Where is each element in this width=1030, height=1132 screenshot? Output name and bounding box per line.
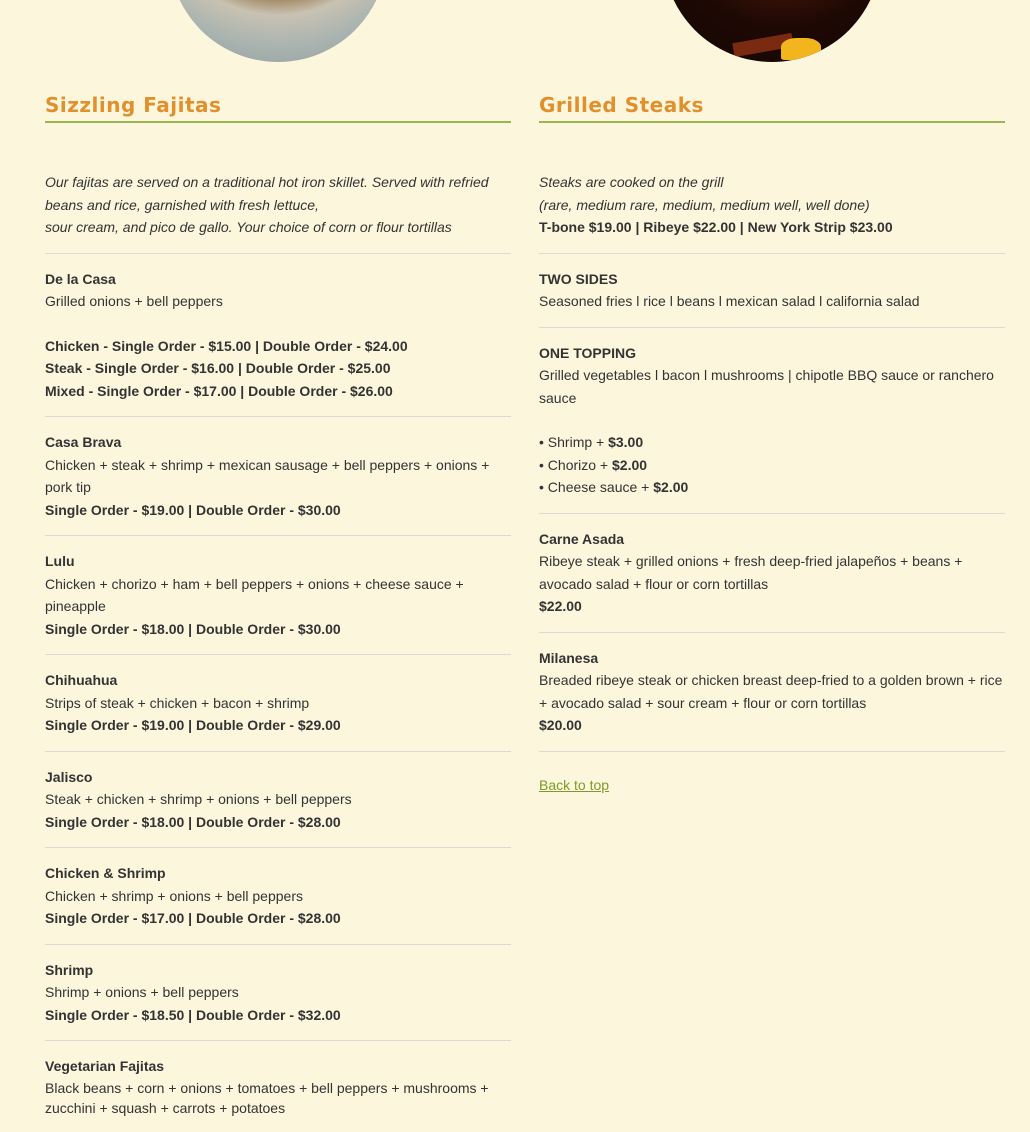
addon-label: • Chorizo +: [539, 456, 612, 473]
menu-item-lulu: [45, 550, 511, 655]
two-sides-section: [539, 268, 1005, 328]
item-name: De la Casa: [45, 270, 116, 287]
item-price: Single Order - $19.00 | Double Order - $30.00: [45, 501, 341, 518]
item-description: Black beans + corn + onions + tomatoes + bell peppers + mushrooms + zucchini + squash + carrots + potatoes: [45, 1079, 489, 1116]
section-name: ONE TOPPING: [539, 344, 636, 361]
menu-item-casa-brava: [45, 431, 511, 536]
addon-price: $2.00: [612, 456, 648, 473]
item-name: Casa Brava: [45, 434, 122, 450]
section-description: Grilled vegetables l bacon l mushrooms | chipotle BBQ sauce or ranchero sauce: [539, 367, 994, 406]
back-to-top-link[interactable]: Back to top: [539, 776, 610, 793]
item-price: Single Order - $18.50 | Double Order - $32.00: [45, 1006, 341, 1023]
item-price: Single Order - $17.00 | Double Order - $28.00: [45, 910, 341, 926]
item-description: Chicken + steak + shrimp + mexican sausage + bell peppers + onions + pork tip: [45, 456, 490, 495]
fajitas-heading: Sizzling Fajitas: [45, 93, 511, 123]
item-description: Ribeye steak + grilled onions + fresh deep-fried jalapeños + beans + avocado salad + flour or corn tortillas: [539, 553, 963, 592]
menu-item-chihuahua: [45, 669, 511, 752]
intro-line: (rare, medium rare, medium, medium well, well done): [539, 196, 870, 213]
item-name: Carne Asada: [539, 530, 625, 547]
addon-line: [539, 431, 1005, 454]
item-description: Chicken + shrimp + onions + bell peppers: [45, 887, 303, 904]
intro-line: Steaks are cooked on the grill: [539, 174, 724, 190]
item-price: Single Order - $18.00 | Double Order - $30.00: [45, 620, 341, 637]
section-name: TWO SIDES: [539, 270, 618, 287]
addon-label: • Cheese sauce +: [539, 479, 654, 495]
item-description: Strips of steak + chicken + bacon + shrimp: [45, 694, 310, 711]
addon-label: • Shrimp +: [539, 434, 609, 450]
item-price: Single Order - $19.00 | Double Order - $29.00: [45, 717, 341, 733]
intro-line: Our fajitas are served on a traditional hot iron skillet. Served with refried beans and rice, garnished with fresh lettuce,: [45, 174, 489, 213]
item-name: Lulu: [45, 553, 75, 569]
item-name: Jalisco: [45, 768, 93, 785]
fajitas-body: [45, 171, 511, 1118]
menu-item-chicken-shrimp: [45, 862, 511, 945]
steaks-body: [539, 171, 1005, 796]
item-description: Shrimp + onions + bell peppers: [45, 984, 239, 1000]
menu-item-shrimp: [45, 959, 511, 1042]
steaks-heading: Grilled Steaks: [539, 93, 1005, 123]
addon-price: $3.00: [608, 434, 644, 450]
one-topping-section: [539, 342, 1005, 514]
item-description: Grilled onions + bell peppers: [45, 293, 223, 309]
item-price: $22.00: [539, 598, 582, 614]
item-name: Vegetarian Fajitas: [45, 1058, 165, 1074]
fajitas-photo: [169, 0, 387, 62]
menu-item-vegetarian-fajitas: [45, 1055, 511, 1118]
item-price: Mixed - Single Order - $17.00 | Double Order - $26.00: [45, 382, 393, 399]
item-price: $20.00: [539, 717, 582, 733]
item-description: Steak + chicken + shrimp + onions + bell peppers: [45, 791, 352, 807]
addon-price: $2.00: [653, 479, 689, 495]
fajitas-intro: [45, 171, 511, 254]
section-description: Seasoned fries l rice l beans l mexican salad l california salad: [539, 293, 920, 309]
steak-prices: T-bone $19.00 | Ribeye $22.00 | New York Strip $23.00: [539, 219, 893, 235]
item-description: Chicken + chorizo + ham + bell peppers + onions + cheese sauce + pineapple: [45, 575, 464, 614]
menu-item-de-la-casa: [45, 268, 511, 418]
steak-photo: [663, 0, 881, 62]
menu-item-carne-asada: [539, 528, 1005, 633]
item-price: Chicken - Single Order - $15.00 | Double Order - $24.00: [45, 337, 408, 354]
item-name: Chicken & Shrimp: [45, 865, 166, 881]
item-price: Steak - Single Order - $16.00 | Double Order - $25.00: [45, 360, 391, 376]
menu-item-milanesa: [539, 647, 1005, 752]
item-description: Breaded ribeye steak or chicken breast deep-fried to a golden brown + rice + avocado salad + sour cream + flour or corn tortillas: [539, 672, 1003, 711]
intro-line: sour cream, and pico de gallo. Your choice of corn or flour tortillas: [45, 219, 452, 235]
steaks-intro: [539, 171, 1005, 254]
item-name: Shrimp: [45, 961, 94, 978]
item-name: Chihuahua: [45, 672, 118, 688]
addon-line: [539, 476, 1005, 499]
item-name: Milanesa: [539, 649, 599, 666]
addon-line: [539, 454, 1005, 477]
item-price: Single Order - $18.00 | Double Order - $28.00: [45, 813, 341, 830]
menu-item-jalisco: [45, 766, 511, 849]
